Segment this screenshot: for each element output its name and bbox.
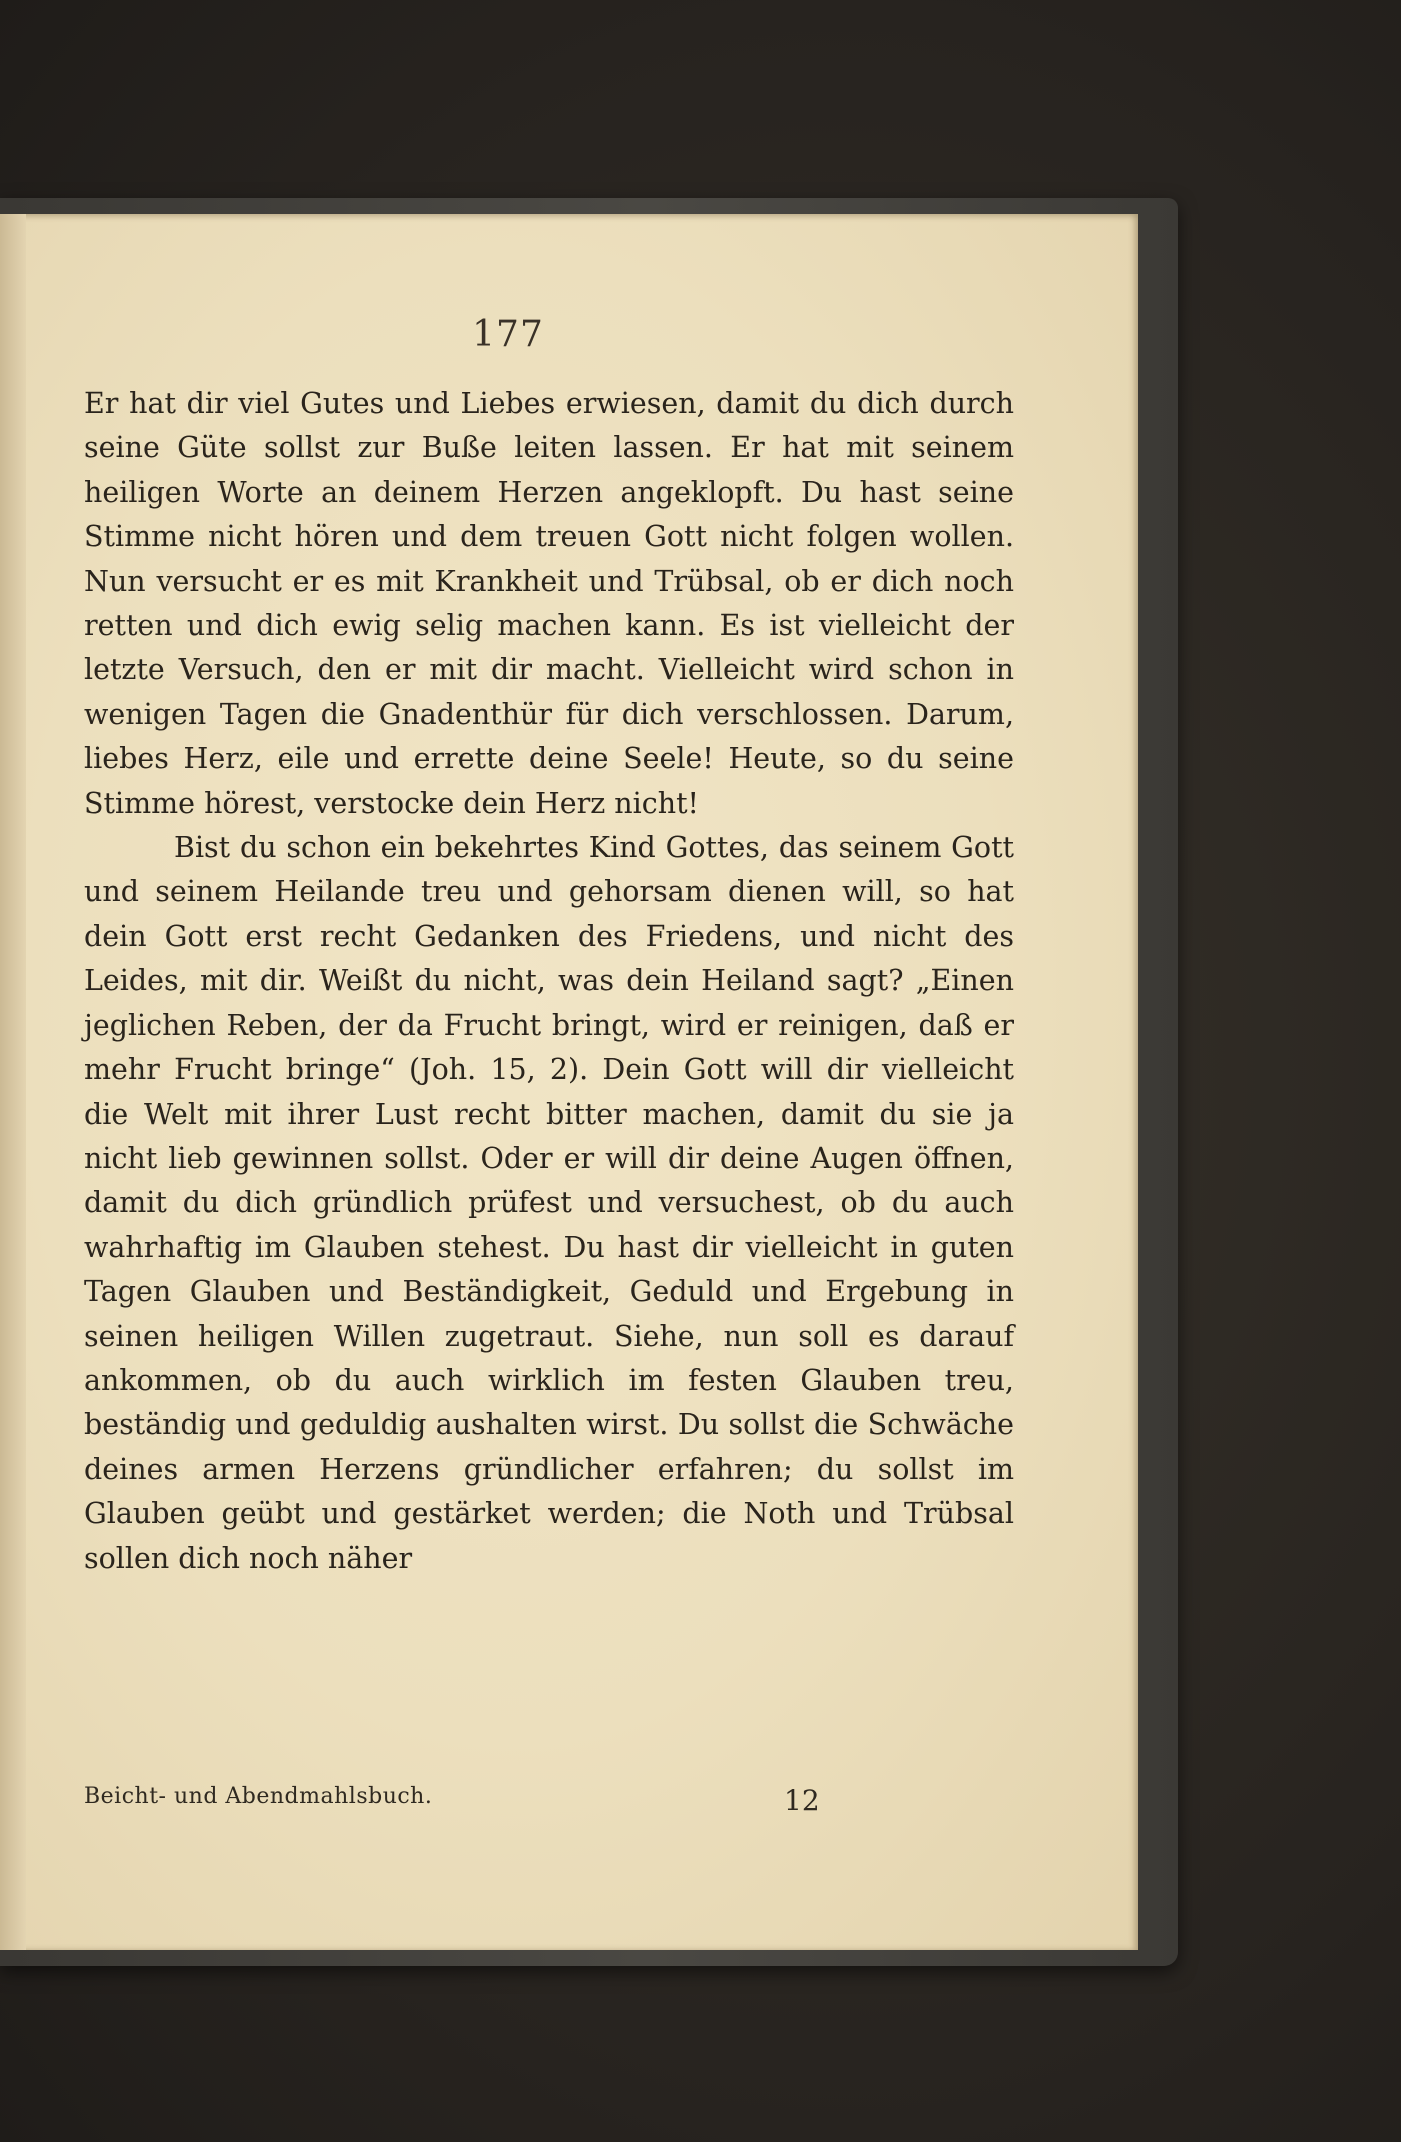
paragraph-2: Bist du schon ein bekehrtes Kind Gottes, das seinem Gott und seinem Heilande treu und gehorsam dienen will, so hat dein Gott erst recht Gedanken des Friedens, und nicht des Leides, mit dir. Weißt du nicht, was dein Heiland sagt? „Einen jeglichen Reben, der da Frucht bringt, wird er reinigen, daß er mehr Frucht bringe“ (Joh. 15, 2). Dein Gott will dir vielleicht die Welt mit ihrer Lust recht bitter machen, damit du sie ja nicht lieb gewinnen sollst. Oder er will dir deine Augen öffnen, damit du dich gründlich prüfest und versuchest, ob du auch wahrhaftig im Glauben stehest. Du hast dir vielleicht in guten Tagen Glauben und Beständigkeit, Geduld und Ergebung in seinen heiligen Willen zugetraut. Siehe, nun soll es darauf ankommen, ob du auch wirklich im festen Glauben treu, beständig und geduldig aushalten wirst. Du sollst die Schwäche deines armen Herzens gründlicher erfahren; du sollst im Glauben geübt und gestärket werden; die Noth und Trübsal sollen dich noch näher [84,831,1014,1575]
signature-mark: 12 [784,1784,820,1817]
page-footer [84,1784,844,1817]
page-body [84,382,1014,1581]
page-gutter [0,214,26,1950]
book-page [0,214,1138,1950]
footer-book-title: Beicht- und Abendmahlsbuch. [84,1784,433,1809]
paragraph-1: Er hat dir viel Gutes und Liebes erwiesen, damit du dich durch seine Güte sollst zur Buße leiten lassen. Er hat mit seinem heiligen Worte an deinem Herzen angeklopft. Du hast seine Stimme nicht hören und dem treuen Gott nicht folgen wollen. Nun versucht er es mit Krankheit und Trübsal, ob er dich noch retten und dich ewig selig machen kann. Es ist vielleicht der letzte Versuch, den er mit dir macht. Vielleicht wird schon in wenigen Tagen die Gnadenthür für dich verschlossen. Darum, liebes Herz, eile und errette deine Seele! Heute, so du seine Stimme hörest, verstocke dein Herz nicht! [84,387,1014,820]
page-number: 177 [472,314,544,355]
